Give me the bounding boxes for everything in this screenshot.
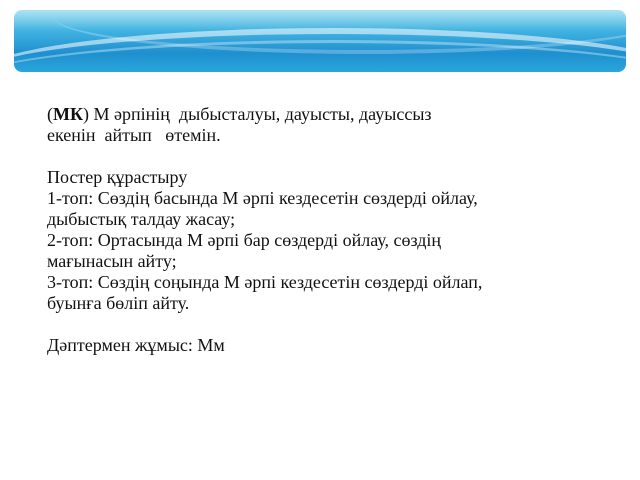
spacer: [47, 146, 607, 167]
group1-line-1: 1-топ: Сөздің басында М әрпі кездесетін сөздерді ойлау,: [47, 188, 478, 208]
poster-heading: Постер құрастыру: [47, 167, 188, 187]
intro-bold-code: МК: [53, 104, 84, 124]
intro-line-2: екенін айтып өтемін.: [47, 125, 221, 145]
group2-line-1: 2-топ: Ортасында М әрпі бар сөздерді ойлау, сөздің: [47, 230, 442, 250]
intro-paren: (: [47, 104, 53, 124]
slide-body: [47, 104, 607, 356]
notebook-work: Дәптермен жұмыс: Мм: [47, 335, 225, 355]
group3-line-2: буынға бөліп айту.: [47, 293, 190, 313]
group2-line-2: мағынасын айту;: [47, 251, 177, 271]
group1-line-2: дыбыстық талдау жасау;: [47, 209, 236, 229]
intro-line-1: [47, 104, 607, 125]
spacer: [47, 314, 607, 335]
group3-line-1: 3-топ: Сөздің соңында М әрпі кездесетін сөздерді ойлап,: [47, 272, 483, 292]
intro-line-1-text: ) М әрпінің дыбысталуы, дауысты, дауыссыз: [83, 104, 432, 124]
header-banner: [14, 10, 626, 72]
